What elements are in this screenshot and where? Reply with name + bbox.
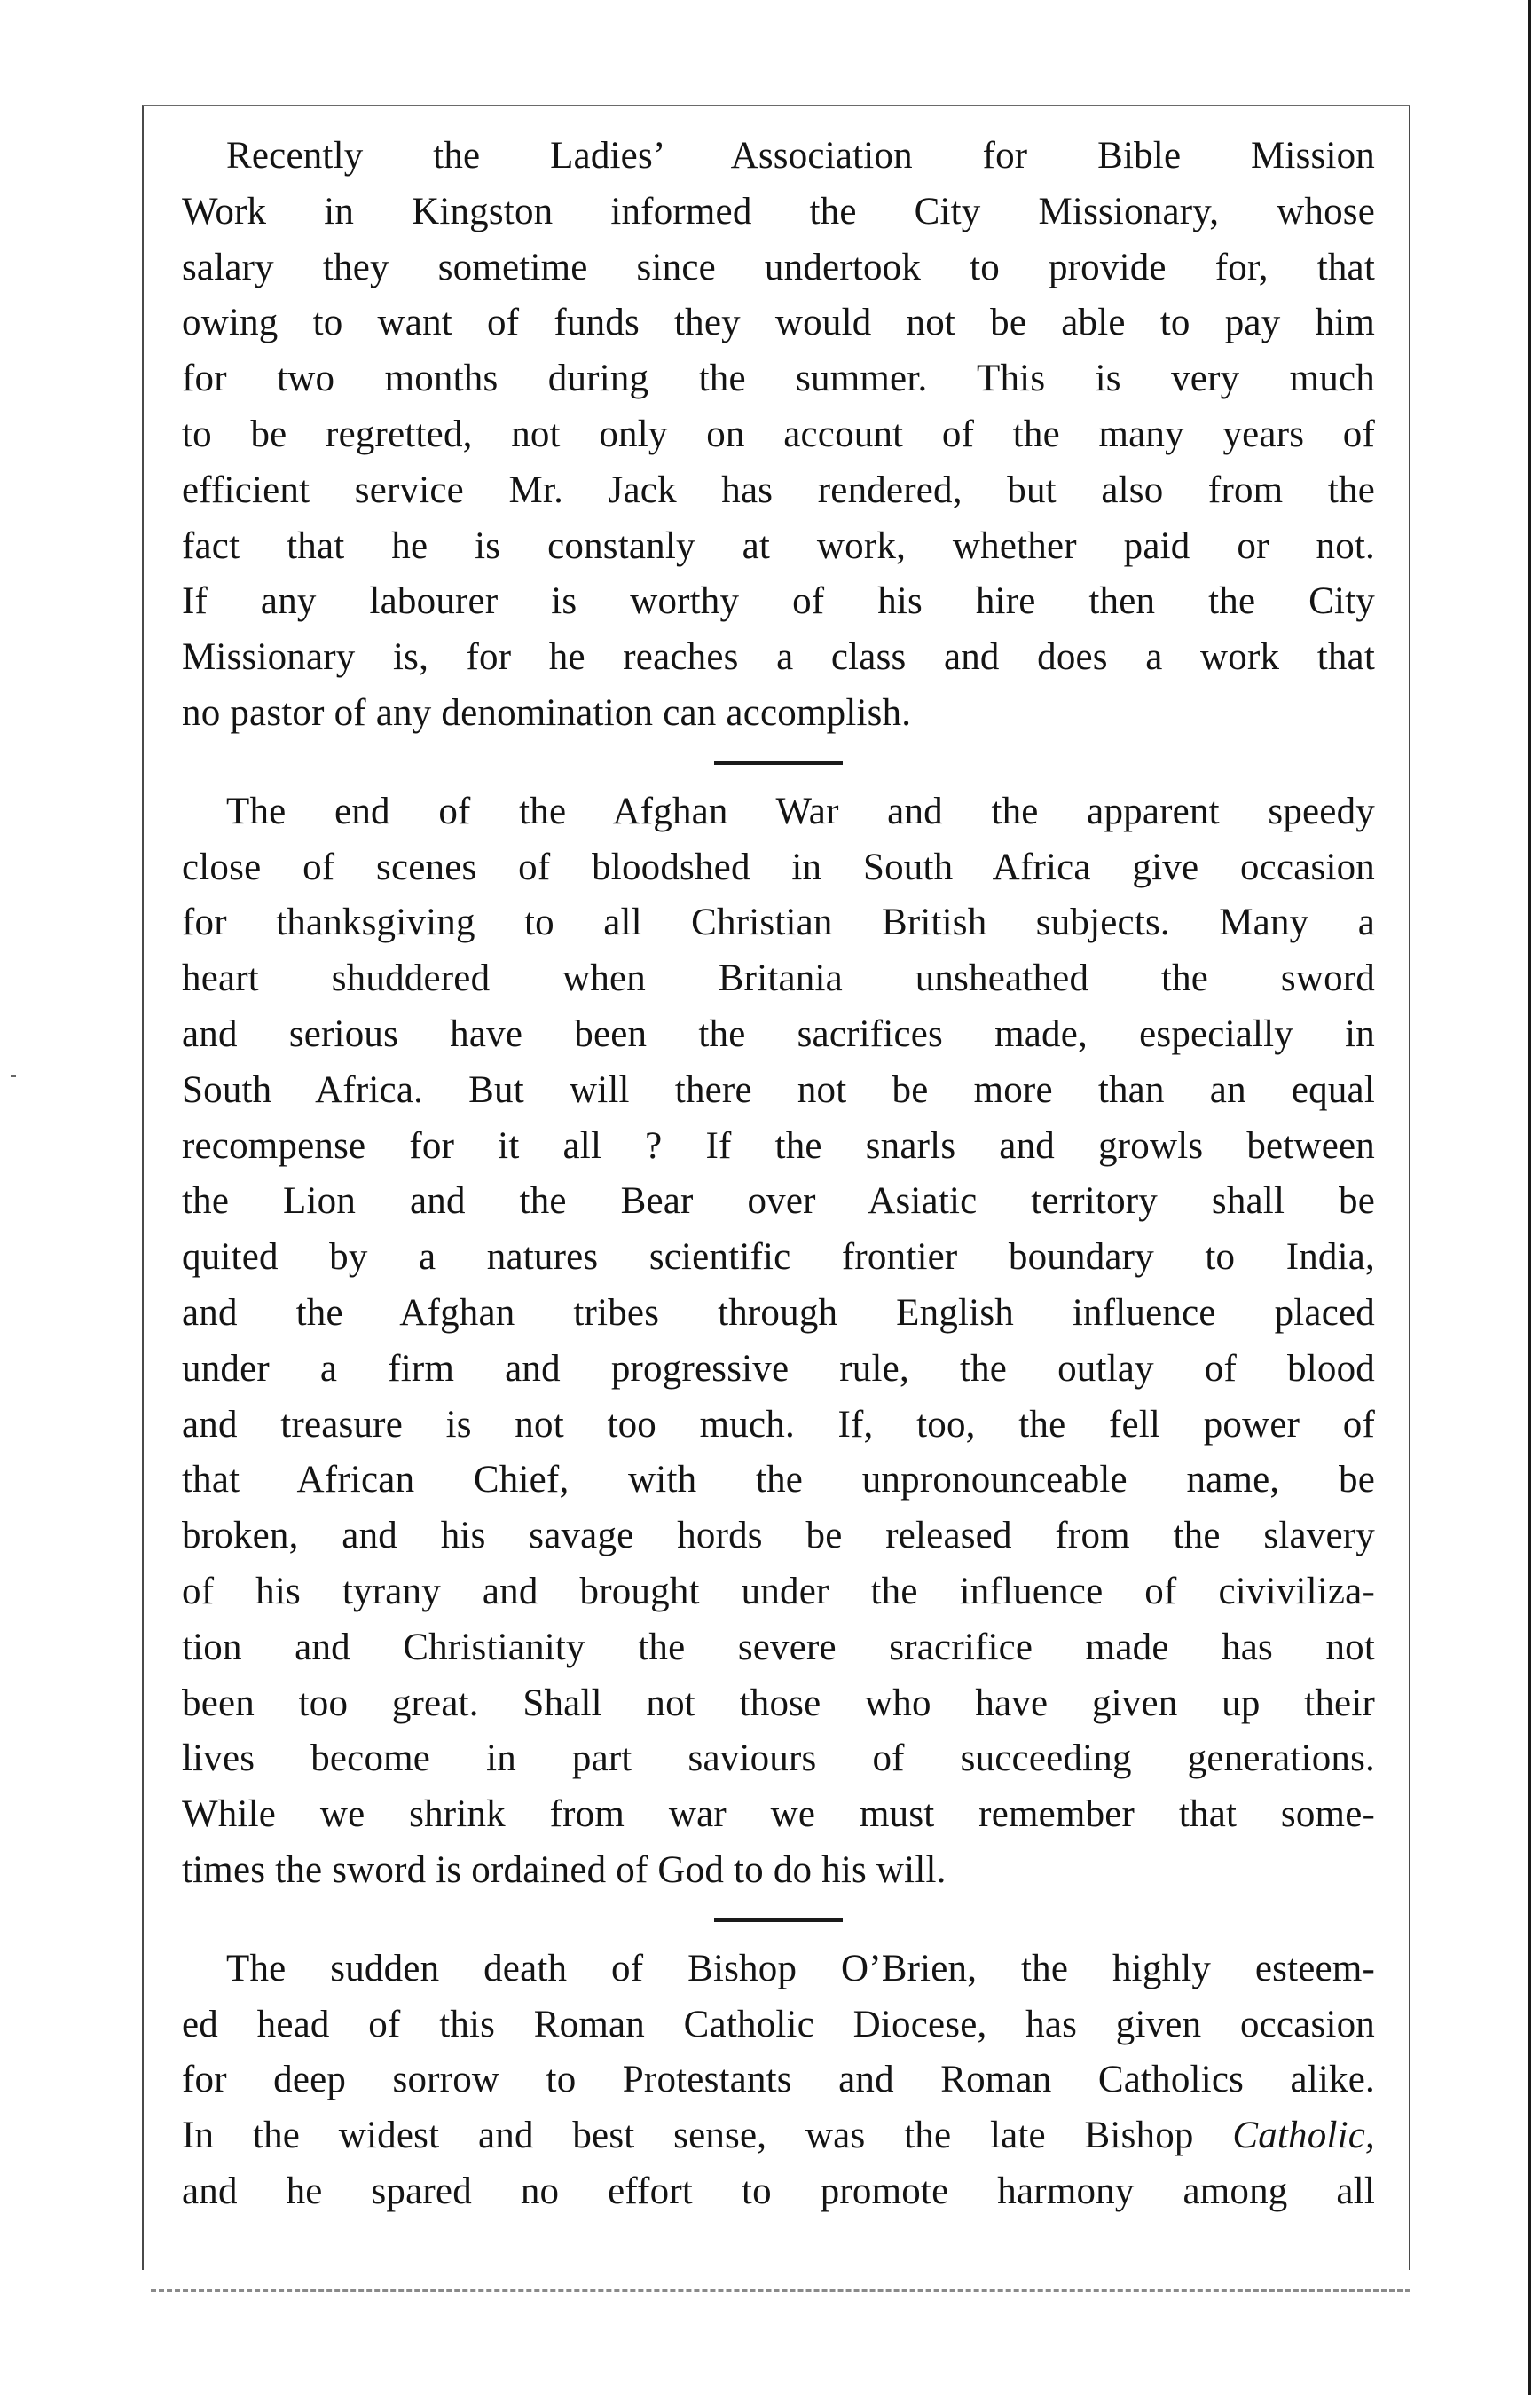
text-line: The sudden death of Bishop O’Brien, the highly esteem- bbox=[226, 1947, 1375, 1989]
text-line: that African Chief, with the unpronounceable name, be bbox=[182, 1459, 1375, 1501]
text-line: and he spared no effort to promote harmony among all bbox=[182, 2170, 1375, 2212]
text-line: owing to want of funds they would not be able to pay him bbox=[182, 302, 1375, 344]
text-line: heart shuddered when Britania unsheathed the sword bbox=[182, 957, 1375, 1000]
text-line: under a firm and progressive rule, the outlay of blood bbox=[182, 1347, 1375, 1390]
text-line: broken, and his savage hords be released from the slavery bbox=[182, 1515, 1375, 1557]
text-line: Recently the Ladies’ Association for Bible Mission bbox=[226, 135, 1375, 177]
text-line: Missionary is, for he reaches a class and does a work that bbox=[182, 636, 1375, 679]
section-divider bbox=[714, 761, 843, 765]
text-line: recompense for it all ? If the snarls and growls between bbox=[182, 1124, 1375, 1167]
text-line: Work in Kingston informed the City Missionary, whose bbox=[182, 190, 1375, 232]
text-line: the Lion and the Bear over Asiatic territory shall be bbox=[182, 1180, 1375, 1223]
text-line: ed head of this Roman Catholic Diocese, has given occasion bbox=[182, 2003, 1375, 2045]
column-bottom-rule bbox=[151, 2289, 1410, 2292]
text-line: If any labourer is worthy of his hire then the City bbox=[182, 580, 1375, 623]
text-line: for deep sorrow to Protestants and Roman Catholics alike. bbox=[182, 2059, 1375, 2101]
text-line: of his tyrany and brought under the influence of civiviliza- bbox=[182, 1570, 1375, 1612]
text-line: and treasure is not too much. If, too, the fell power of bbox=[182, 1403, 1375, 1446]
line-text: In the widest and best sense, was the late Bishop bbox=[182, 2115, 1194, 2157]
section-divider bbox=[714, 1918, 843, 1922]
text-line: close of scenes of bloodshed in South Africa give occasion bbox=[182, 846, 1375, 888]
page-edge-line bbox=[1528, 0, 1531, 2395]
text-line-with-emphasis bbox=[182, 2108, 1375, 2164]
text-line: and serious have been the sacrifices made, especially in bbox=[182, 1012, 1375, 1055]
text-line: been too great. Shall not those who have given up their bbox=[182, 1682, 1375, 1724]
text-line: South Africa. But will there not be more than an equal bbox=[182, 1068, 1375, 1111]
text-line: salary they sometime since undertook to provide for, that bbox=[182, 246, 1375, 288]
text-line: for thanksgiving to all Christian British subjects. Many a bbox=[182, 902, 1375, 944]
text-line: to be regretted, not only on account of the many years of bbox=[182, 413, 1375, 455]
paragraph-afghan-war bbox=[182, 784, 1375, 1899]
paragraph-bishop-obrien bbox=[182, 1942, 1375, 2220]
text-line: efficient service Mr. Jack has rendered, but also from the bbox=[182, 469, 1375, 511]
text-line: quited by a natures scientific frontier boundary to India, bbox=[182, 1236, 1375, 1279]
text-line: times the sword is ordained of God to do his will. bbox=[182, 1848, 947, 1891]
text-line: and the Afghan tribes through English influence placed bbox=[182, 1291, 1375, 1334]
margin-mark bbox=[11, 1075, 16, 1077]
paragraph-city-missionary bbox=[182, 129, 1375, 742]
article-column bbox=[182, 129, 1375, 2220]
emphasis-word: Catholic, bbox=[1232, 2115, 1375, 2157]
text-line: for two months during the summer. This is very much bbox=[182, 358, 1375, 400]
text-line: no pastor of any denomination can accomplish. bbox=[182, 691, 912, 734]
text-line: lives become in part saviours of succeeding generations. bbox=[182, 1737, 1375, 1780]
text-line: tion and Christianity the severe sracrifice made has not bbox=[182, 1626, 1375, 1668]
text-line: The end of the Afghan War and the apparent speedy bbox=[226, 790, 1375, 832]
text-line: While we shrink from war we must remember that some- bbox=[182, 1793, 1375, 1836]
text-line: fact that he is constanly at work, whether paid or not. bbox=[182, 524, 1375, 567]
